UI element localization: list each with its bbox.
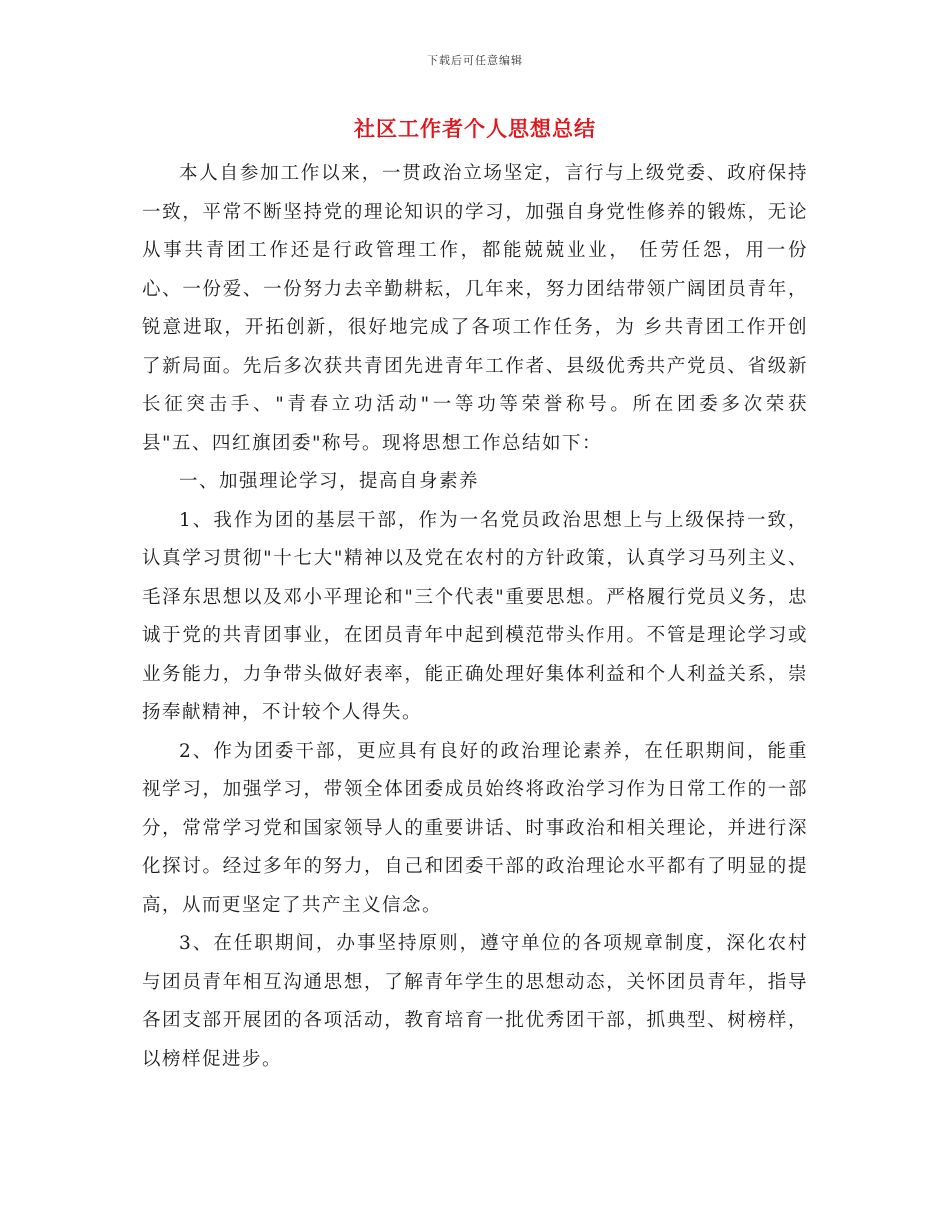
document-title: 社区工作者个人思想总结 [354,116,596,141]
section-heading: 一、加强理论学习，提高自身素养 [179,471,480,492]
paragraph-intro: 本人自参加工作以来，一贯政治立场坚定，言行与上级党委、政府保持一致，平常不断坚持党的理论知识的学习，加强自身党性修养的锻炼，无论从事共青团工作还是行政管理工作，都能兢兢业业， 任劳任怨，用一份心、一份爱、一份努力去辛勤耕耘，几年来，努力团结带领广阔团员青年，锐意进取，开拓创新，很好地完成了各项工作任务，为 乡共青团工作开创了新局面。先后多次获共青团先进青年工作者、县级优秀共产党员、省级新长征突击手、"青春立功活动"一等功等荣誉称号。所在团委多次荣获 县"五、四红旗团委"称号。现将思想工作总结如下： [142,163,808,454]
paragraph-item-3: 3、在任职期间，办事坚持原则，遵守单位的各项规章制度，深化农村与团员青年相互沟通思想，了解青年学生的思想动态，关怀团员青年，指导各团支部开展团的各项活动，教育培育一批优秀团干部，抓典型、树榜样，以榜样促进步。 [142,933,808,1070]
paragraph-item-2: 2、作为团委干部，更应具有良好的政治理论素养，在任职期间，能重视学习，加强学习，带领全体团委成员始终将政治学习作为日常工作的一部分，常常学习党和国家领导人的重要讲话、时事政治和相关理论，并进行深化探讨。经过多年的努力，自己和团委干部的政治理论水平都有了明显的提高，从而更坚定了共产主义信念。 [142,740,808,916]
header-note: 下载后可任意编辑 [427,54,523,67]
document-body [142,155,808,1079]
paragraph-item-1: 1、我作为团的基层干部，作为一名党员政治思想上与上级保持一致，认真学习贯彻"十七大"精神以及党在农村的方针政策，认真学习马列主义、毛泽东思想以及邓小平理论和"三个代表"重要思想。严格履行党员义务，忠诚于党的共青团事业，在团员青年中起到模范带头作用。不管是理论学习或业务能力，力争带头做好表率，能正确处理好集体利益和个人利益关系，崇扬奉献精神，不计较个人得失。 [142,509,808,723]
